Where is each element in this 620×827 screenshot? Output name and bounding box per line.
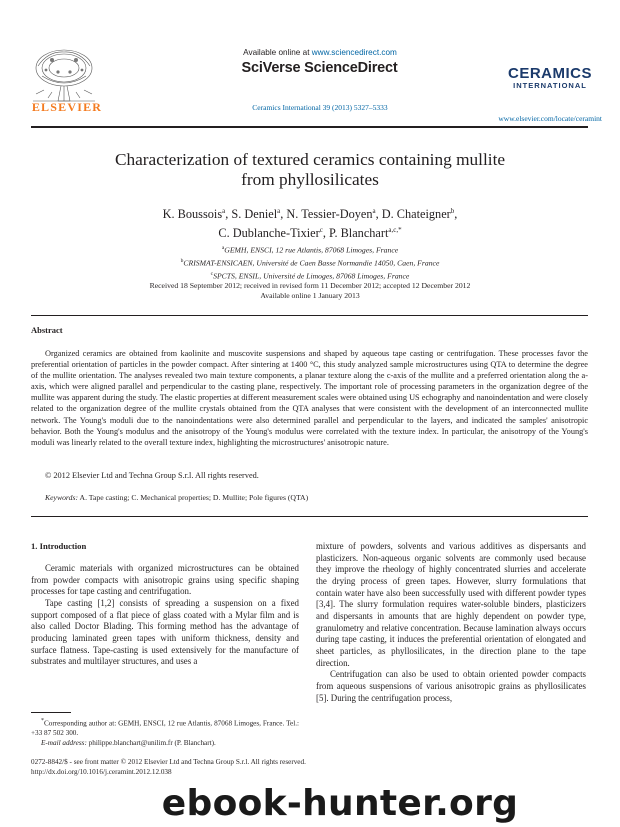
- issn-line: 0272-8842/$ - see front matter © 2012 Elsevier Ltd and Techna Group S.r.l. All rights reserved.: [31, 758, 306, 766]
- right-column: [316, 541, 586, 704]
- publisher-name: ELSEVIER: [31, 100, 103, 114]
- journal-url-link[interactable]: www.elsevier.com/locate/ceramint: [498, 114, 602, 123]
- paragraph: Ceramic materials with organized microstructures can be obtained from powder compacts with anisotropic grains using specific shaping processes for tape casting and centrifugation.: [31, 563, 299, 597]
- footnote: [31, 717, 299, 748]
- affiliation: [40, 269, 580, 282]
- affiliation-text: SPCTS, ENSIL, Université de Limoges, 87068 Limoges, France: [213, 271, 410, 281]
- abstract-body: [31, 348, 588, 448]
- doi-link[interactable]: http://dx.doi.org/10.1016/j.ceramint.2012.12.038: [31, 767, 172, 776]
- journal-logo: [500, 66, 600, 91]
- author-affil-mark: a,c,*: [388, 226, 402, 235]
- author: C. Dublanche-Tixier: [218, 226, 320, 241]
- left-column: [31, 563, 299, 668]
- journal-reference[interactable]: Ceramics International 39 (2013) 5327–5333: [252, 103, 388, 112]
- received-dates: Received 18 September 2012; received in revised form 11 December 2012; accepted 12 December 2012: [149, 281, 471, 290]
- paragraph: Tape casting [1,2] consists of spreading a suspension on a fixed support composed of a flat piece of glass coated with a Mylar film and is also called Doctor Blading. This forming method has the advantage of producing laminated green tapes with uniform thickness, density and surface flatness. Tape-casting is used extensively for the manufacture of substrates and multilayer structures, and uses a: [31, 597, 299, 667]
- authors-line-1: K. Boussois$^a$, S. Deniel$^a$, N. Tessier-Doyen$^a$, D. Chateigner$^b$,: [162, 207, 458, 222]
- journal-logo-line1: CERAMICS: [507, 65, 592, 82]
- authors-line-2: C. Dublanche-Tixier$^c$, P. Blanchart$^{a,c,*}$: [218, 226, 402, 241]
- journal-logo-line2: INTERNATIONAL: [513, 81, 587, 90]
- author: S. Deniel: [231, 207, 278, 222]
- abstract-bottom-divider: [31, 516, 588, 517]
- platform-name: SciVerse ScienceDirect: [241, 60, 398, 76]
- author-affil-mark: c: [319, 226, 323, 235]
- corresponding-text: Corresponding author at: GEMH, ENSCI, 12 rue Atlantis, 87068 Limoges, France. Tel.: +33 87 502 300.: [31, 719, 299, 737]
- keywords: [45, 493, 308, 502]
- title-line-1: Characterization of textured ceramics containing mullite: [114, 150, 506, 169]
- title-line-2: from phyllosilicates: [241, 170, 379, 189]
- affiliation: [40, 256, 580, 269]
- footnote-rule: [31, 712, 71, 713]
- email-line: [31, 739, 299, 749]
- author: N. Tessier-Doyen: [286, 207, 373, 222]
- author-list: [40, 203, 580, 241]
- section-heading: 1. Introduction: [31, 541, 87, 551]
- sciencedirect-link[interactable]: www.sciencedirect.com: [311, 48, 397, 57]
- bottom-info: [31, 758, 431, 777]
- abstract-copyright: © 2012 Elsevier Ltd and Techna Group S.r.l. All rights reserved.: [45, 471, 259, 480]
- keywords-label: Keywords:: [45, 493, 79, 502]
- affiliation-mark: b: [180, 257, 184, 264]
- paragraph: mixture of powders, solvents and various additives as dispersants and plasticizers. Non-aqueous organic solvents are commonly used because they improve the rheology of highly concentrated slurries and accelerate the drying process of green tapes. However, slurry formulations that contain water have also been successfully used with different powder types [3,4]. The slurry formulation requires water-soluble binders, plasticizers and dispersants in amounts that are highly dependent on powder type, granulometry and relative concentration. Because lamination always occurs during tape casting, it induces the preferential orientation of elongated and sheet particles, as phyllosilicates, in the direction plane to the tape direction.: [316, 541, 586, 668]
- available-prefix: Available online at: [243, 48, 312, 57]
- email-label: E-mail address:: [41, 738, 87, 747]
- watermark: ebook-hunter.org: [161, 783, 519, 824]
- author-affil-mark: b: [450, 207, 455, 215]
- author: K. Boussois: [162, 207, 223, 222]
- author-affil-mark: a: [372, 207, 376, 215]
- email-address[interactable]: philippe.blanchart@unilim.fr (P. Blanchart).: [86, 738, 216, 747]
- affiliation-text: GEMH, ENSCI, 12 rue Atlantis, 87068 Limoges, France: [224, 245, 399, 255]
- elsevier-tree-logo: [28, 46, 100, 106]
- article-title: [40, 150, 580, 190]
- online-date: Available online 1 January 2013: [260, 291, 360, 301]
- paragraph: Centrifugation can also be used to obtain oriented powder compacts from aqueous suspensions of various anisotropic grains as phyllosilicates [5]. During the centrifugation process,: [316, 669, 586, 703]
- article-history: [40, 281, 580, 302]
- abstract-top-divider: [31, 315, 588, 316]
- affiliation-text: CRISMAT-ENSICAEN, Université de Caen Basse Normandie 14050, Caen, France: [183, 258, 440, 268]
- footnote-mark: *: [41, 718, 44, 724]
- affiliations: [40, 243, 580, 282]
- affiliation: [40, 243, 580, 256]
- corresponding-author: [31, 717, 299, 739]
- affiliation-mark: a: [221, 245, 225, 251]
- author-affil-mark: a: [277, 207, 281, 215]
- keywords-list: A. Tape casting; C. Mechanical properties; D. Mullite; Pole figures (QTA): [78, 493, 309, 502]
- abstract-heading: Abstract: [31, 325, 63, 335]
- author: P. Blanchart: [328, 226, 389, 241]
- author: D. Chateigner: [381, 207, 451, 222]
- header-divider: [31, 126, 588, 128]
- author-affil-mark: a: [222, 207, 226, 215]
- available-online: [205, 48, 435, 57]
- affiliation-mark: c: [210, 270, 214, 277]
- abstract-text: Organized ceramics are obtained from kaolinite and muscovite suspensions and shaped by aqueous tape casting or centrifugation. These processes favor the preferential orientation of particles in the powder compact. After sintering at 1400 °C, this study analyzed sample microstructures using QTA to determine the degree of the mullite orientation. The analyses revealed two main texture components, a planar texture along the c-axis of the mullite and a preferred orientation along the a-axis, which were aligned parallel and perpendicular to the casting plane, respectively. The important role of processing parameters in the organization degree of the mullite was apparent during the study. The elastic properties at different measurement scales were obtained using US echography and nanoindentation and were closely related to the organization degree of the mullite crystals obtained from the QTA analyses that were consistent with the development of an interconnected mullite network. The Young's moduli due to the nanoindentations were also determined parallel and perpendicular to the layers, and indicated the samples' anisotropic behavior. Both the Young's modulus and the anisotropy of the Young's modulus were correlated with the texture index. In particular, the anisotropy of the Young's moduli was linearly related to the overall texture index, highlighting the microstructures' anisotropic nature.: [31, 349, 588, 447]
